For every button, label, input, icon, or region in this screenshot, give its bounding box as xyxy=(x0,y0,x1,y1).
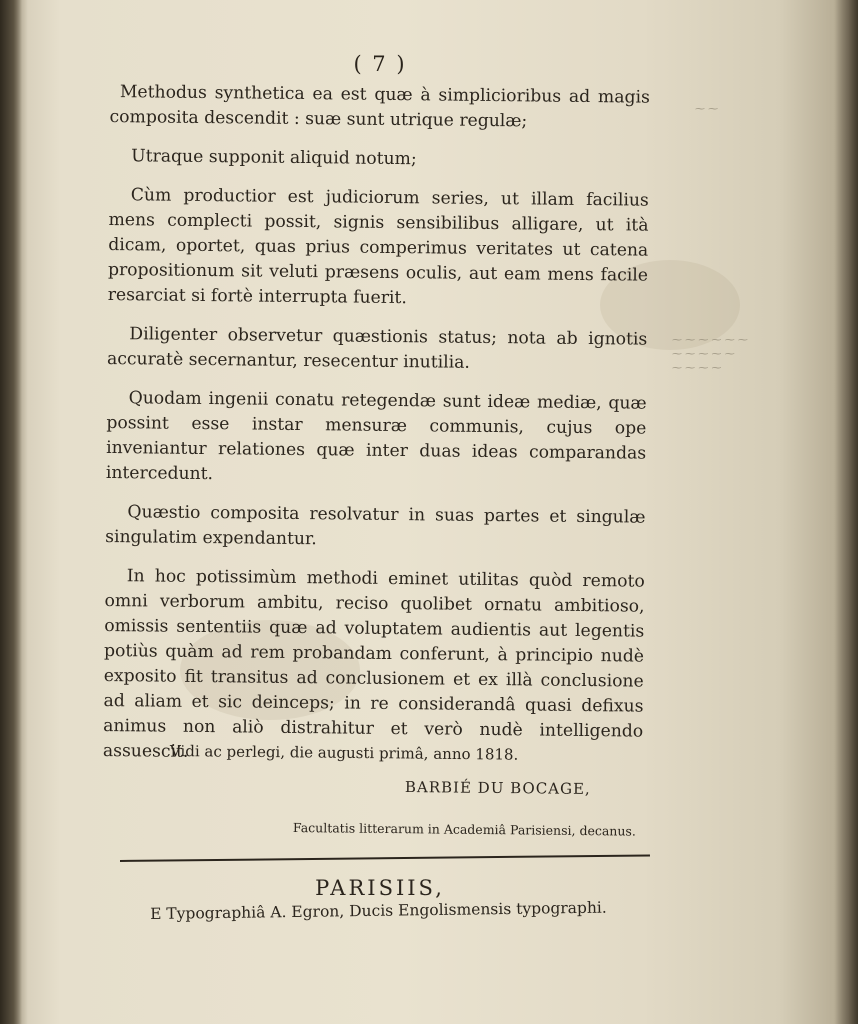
approval-line: Vidi ac perlegi, die augusti primâ, anno 1818. xyxy=(169,742,519,764)
paragraph: Quodam ingenii conatu retegendæ sunt ideæ mediæ, quæ possint esse instar mensuræ communis, cujus ope inveniantur relationes quæ inter duas ideas comparandas intercedunt. xyxy=(105,388,647,485)
imprint-city: PARISIIS, xyxy=(315,876,445,900)
page-edge-shadow xyxy=(834,0,858,1024)
book-gutter xyxy=(0,0,22,1024)
imprint-line: E Typographiâ A. Egron, Ducis Engolismensis typographi. xyxy=(150,898,607,923)
author-title: Facultatis litterarum in Academiâ Parisiensi, decanus. xyxy=(292,820,636,839)
paragraph: Quæstio composita resolvatur in suas partes et singulæ singulatim expendantur. xyxy=(105,502,646,550)
body-text xyxy=(103,80,650,784)
margin-pencil-mark: ⁓ ⁓ ⁓ ⁓ ⁓ ⁓ ⁓ ⁓ ⁓ ⁓ ⁓ ⁓ ⁓ ⁓ ⁓ xyxy=(672,335,748,374)
divider-rule xyxy=(120,854,650,862)
paragraph: Utraque supponit aliquid notum; xyxy=(131,146,417,170)
paragraph: In hoc potissimùm methodi eminet utilitas quòd remoto omni verborum ambitu, reciso quolibet ornatu ambitioso, omissis sententiis quæ ad voluptatem audientis aut legentis potiùs quàm ad rem probandam conferunt, à principio nudè exposito fit transitus ad conclusionem et ex illà conclusione ad aliam et sic deinceps; in re considerandâ quasi defixus animus non aliò distrahitur et verò nudè intelligendo assuescit. xyxy=(102,566,645,762)
margin-pencil-mark: ⁓ ⁓ xyxy=(695,104,719,115)
paragraph: Methodus synthetica ea est quæ à simplicioribus ad magis composita descendit : suæ sunt utrique regulæ; xyxy=(109,82,650,132)
page-number: ( 7 ) xyxy=(353,52,407,76)
paragraph: Diligenter observetur quæstionis status; nota ab ignotis accuratè secernantur, resecentur inutilia. xyxy=(106,324,648,373)
paragraph: Cùm productior est judiciorum series, ut illam facilius mens complecti possit, signis sensibilibus alligare, ut ità dicam, oportet, quas prius comperimus veritates ut catena propositionum sit veluti præsens oculis, aut eam mens facile resarciat si fortè interrupta fuerit. xyxy=(107,185,649,309)
author-name: BARBIÉ DU BOCAGE, xyxy=(404,778,591,798)
